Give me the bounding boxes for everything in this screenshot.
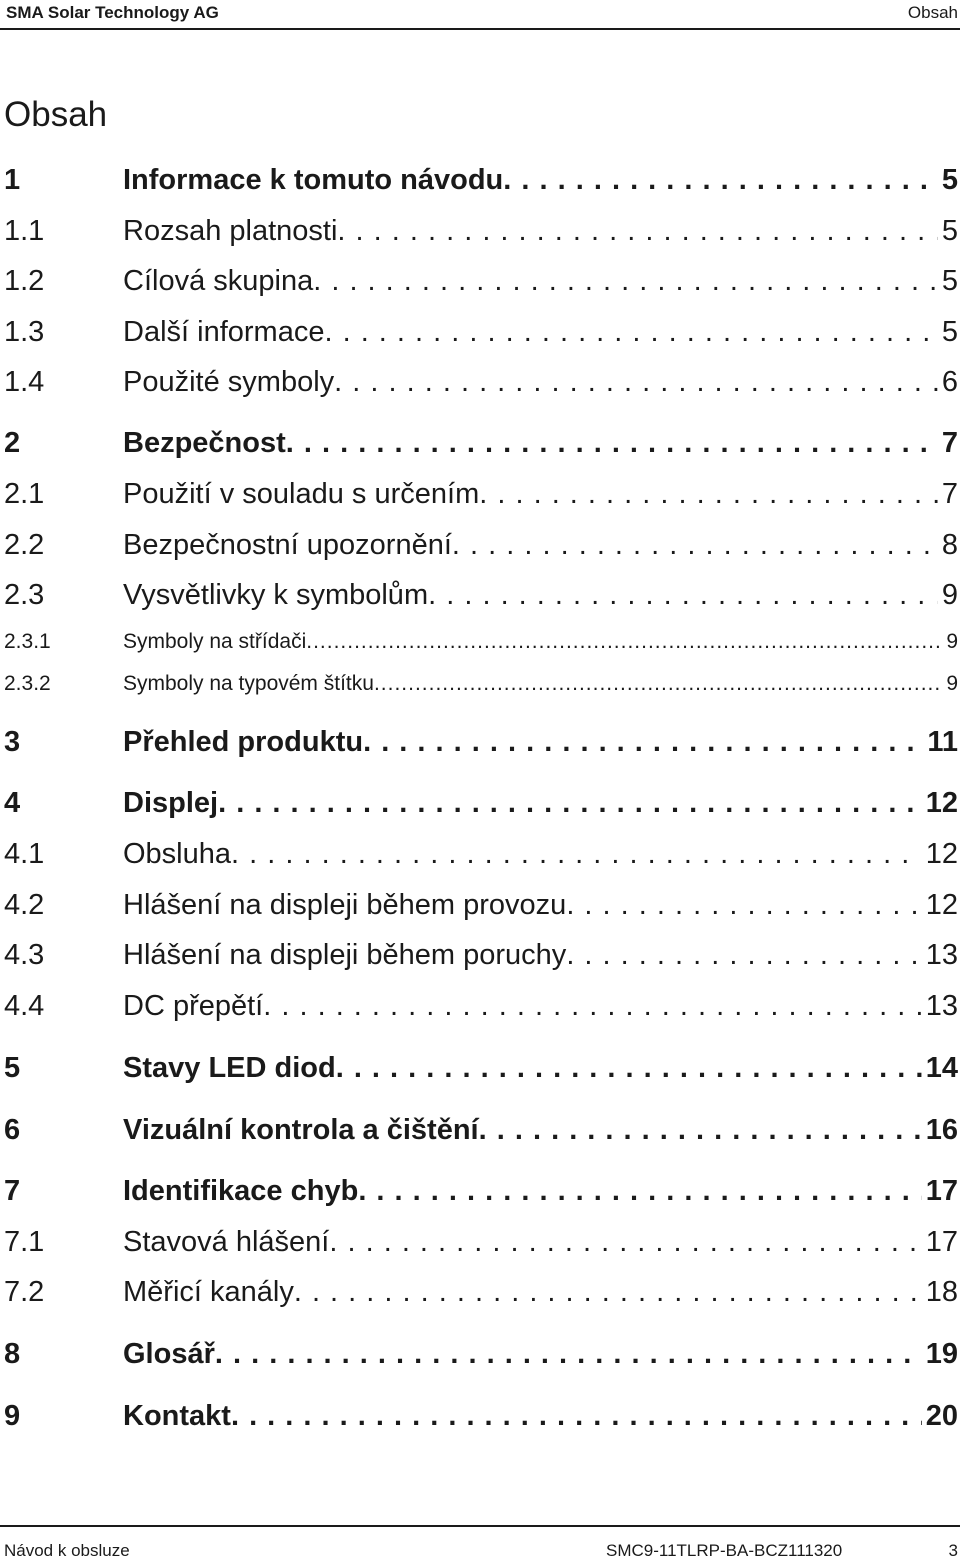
toc-entry-number: 8: [4, 1338, 21, 1370]
toc-dot-leader: [215, 1338, 922, 1371]
toc-entry-page: 5: [941, 265, 958, 297]
toc-entry-2-3-1[interactable]: [4, 630, 958, 654]
toc-entry-title: Stavová hlášení: [123, 1226, 330, 1258]
toc-entry-page: 9: [941, 579, 958, 611]
toc-entry-page: 12: [925, 787, 958, 819]
toc-dot-leader: [294, 1276, 922, 1309]
toc-entry-4[interactable]: [4, 787, 958, 820]
toc-entry-title: Glosář: [123, 1338, 215, 1370]
toc-entry-page: 8: [941, 529, 958, 561]
toc-dot-leader: [218, 787, 922, 820]
toc-entry-title: Bezpečnostní upozornění: [123, 529, 452, 561]
toc-entry-2-2[interactable]: [4, 529, 958, 562]
toc-entry-page: 5: [941, 215, 958, 247]
toc-entry-number: 1.1: [4, 215, 45, 247]
toc-entry-title: DC přepětí: [123, 990, 264, 1022]
toc-entry-title: Informace k tomuto návodu: [123, 164, 504, 196]
toc-entry-title: Použité symboly: [123, 366, 335, 398]
toc-entry-page: 11: [927, 726, 958, 758]
footer-document-code: SMC9-11TLRP-BA-BCZ111320: [606, 1541, 843, 1560]
toc-entry-5[interactable]: [4, 1052, 958, 1085]
toc-entry-4-1[interactable]: [4, 838, 958, 871]
toc-entry-number: 9: [4, 1400, 21, 1432]
toc-entry-page: 5: [941, 164, 958, 196]
toc-dot-leader: [428, 579, 938, 612]
toc-entry-page: 19: [925, 1338, 958, 1370]
toc-entry-number: 1: [4, 164, 21, 196]
toc-entry-title: Bezpečnost: [123, 427, 286, 459]
toc-dot-leader: [479, 478, 938, 511]
footer-page-number: 3: [948, 1541, 958, 1560]
toc-dot-leader: [313, 265, 938, 298]
toc-entry-title: Rozsah platnosti: [123, 215, 338, 247]
toc-entry-title: Použití v souladu s určením: [123, 478, 480, 510]
toc-entry-page: 5: [941, 316, 958, 348]
page-title: Obsah: [4, 95, 108, 134]
toc-dot-leader: [337, 215, 937, 248]
toc-entry-1-4[interactable]: [4, 366, 958, 399]
toc-dot-leader: [358, 1175, 921, 1208]
toc-entry-4-4[interactable]: [4, 990, 958, 1023]
toc-dot-leader: [566, 889, 921, 922]
toc-entry-title: Kontakt: [123, 1400, 231, 1432]
page-footer: [0, 1525, 960, 1559]
toc-dot-leader: [334, 366, 938, 399]
toc-entry-3[interactable]: [4, 726, 958, 759]
toc-entry-page: 12: [925, 889, 958, 921]
toc-entry-number: 2: [4, 427, 21, 459]
toc-dot-leader: [363, 726, 923, 759]
toc-entry-number: 5: [4, 1052, 21, 1084]
toc-entry-number: 1.2: [4, 265, 45, 297]
toc-entry-title: Vizuální kontrola a čištění: [123, 1114, 479, 1146]
toc-entry-7-2[interactable]: [4, 1276, 958, 1309]
toc-entry-8[interactable]: [4, 1338, 958, 1371]
toc-dot-leader: [374, 672, 942, 696]
toc-entry-page: 7: [941, 427, 958, 459]
toc-entry-9[interactable]: [4, 1400, 958, 1433]
toc-dot-leader: [231, 838, 922, 871]
page-header: [0, 0, 960, 30]
toc-entry-1-3[interactable]: [4, 316, 958, 349]
toc-entry-page: 14: [925, 1052, 958, 1084]
toc-entry-number: 7.2: [4, 1276, 45, 1308]
toc-entry-number: 2.3: [4, 579, 45, 611]
toc-entry-2-3[interactable]: [4, 579, 958, 612]
toc-entry-number: 3: [4, 726, 21, 758]
toc-entry-7-1[interactable]: [4, 1226, 958, 1259]
toc-dot-leader: [479, 1114, 922, 1147]
toc-entry-number: 2.2: [4, 529, 45, 561]
toc-entry-6[interactable]: [4, 1114, 958, 1147]
toc-dot-leader: [286, 427, 938, 460]
toc-entry-number: 2.3.1: [4, 630, 51, 653]
toc-dot-leader: [263, 990, 922, 1023]
toc-entry-7[interactable]: [4, 1175, 958, 1208]
toc-entry-title: Obsluha: [123, 838, 232, 870]
toc-entry-title: Měřicí kanály: [123, 1276, 294, 1308]
toc-entry-number: 1.4: [4, 366, 45, 398]
toc-dot-leader: [503, 164, 938, 197]
toc-entry-page: 6: [941, 366, 958, 398]
toc-entry-2[interactable]: [4, 427, 958, 460]
footer-document-type: Návod k obsluze: [4, 1541, 130, 1560]
header-company: SMA Solar Technology AG: [6, 3, 219, 22]
toc-entry-4-3[interactable]: [4, 939, 958, 972]
toc-entry-title: Přehled produktu: [123, 726, 364, 758]
toc-entry-title: Vysvětlivky k symbolům: [123, 579, 429, 611]
toc-dot-leader: [324, 316, 937, 349]
toc-entry-title: Cílová skupina: [123, 265, 314, 297]
toc-entry-page: 9: [946, 630, 958, 653]
toc-entry-title: Symboly na střídači: [123, 630, 307, 653]
toc-entry-title: Stavy LED diod: [123, 1052, 336, 1084]
toc-entry-page: 20: [925, 1400, 958, 1432]
toc-dot-leader: [306, 630, 942, 654]
toc-entry-number: 7.1: [4, 1226, 45, 1258]
toc-entry-number: 7: [4, 1175, 21, 1207]
toc-entry-page: 18: [925, 1276, 958, 1308]
toc-dot-leader: [452, 529, 938, 562]
toc-entry-2-1[interactable]: [4, 478, 958, 511]
toc-entry-page: 17: [925, 1175, 958, 1207]
toc-entry-number: 4.4: [4, 990, 45, 1022]
toc-entry-number: 1.3: [4, 316, 45, 348]
toc-entry-number: 4.2: [4, 889, 45, 921]
toc-entry-2-3-2[interactable]: [4, 672, 958, 696]
toc-entry-page: 13: [925, 939, 958, 971]
toc-entry-title: Hlášení na displeji během poruchy: [123, 939, 567, 971]
toc-entry-page: 17: [925, 1226, 958, 1258]
header-section: Obsah: [907, 3, 958, 22]
toc-entry-number: 4.3: [4, 939, 45, 971]
toc-entry-title: Displej: [123, 787, 219, 819]
toc-entry-number: 4: [4, 787, 21, 819]
toc-entry-title: Identifikace chyb: [123, 1175, 359, 1207]
toc-entry-page: 7: [941, 478, 958, 510]
toc-dot-leader: [336, 1052, 922, 1085]
toc-entry-4-2[interactable]: [4, 889, 958, 922]
toc-entry-page: 16: [925, 1114, 958, 1146]
toc-entry-number: 4.1: [4, 838, 45, 870]
toc-entry-title: Symboly na typovém štítku: [123, 672, 374, 695]
toc-dot-leader: [231, 1400, 922, 1433]
toc-entry-page: 12: [925, 838, 958, 870]
toc-dot-leader: [566, 939, 921, 972]
toc-entry-title: Hlášení na displeji během provozu: [123, 889, 567, 921]
toc-entry-number: 2.3.2: [4, 672, 51, 695]
toc-entry-1-1[interactable]: [4, 215, 958, 248]
toc-entry-title: Další informace: [123, 316, 325, 348]
toc-entry-1-2[interactable]: [4, 265, 958, 298]
toc-entry-1[interactable]: [4, 164, 958, 197]
toc-dot-leader: [329, 1226, 921, 1259]
toc-entry-number: 2.1: [4, 478, 45, 510]
toc-entry-page: 13: [925, 990, 958, 1022]
toc-entry-number: 6: [4, 1114, 21, 1146]
toc-entry-page: 9: [946, 672, 958, 695]
